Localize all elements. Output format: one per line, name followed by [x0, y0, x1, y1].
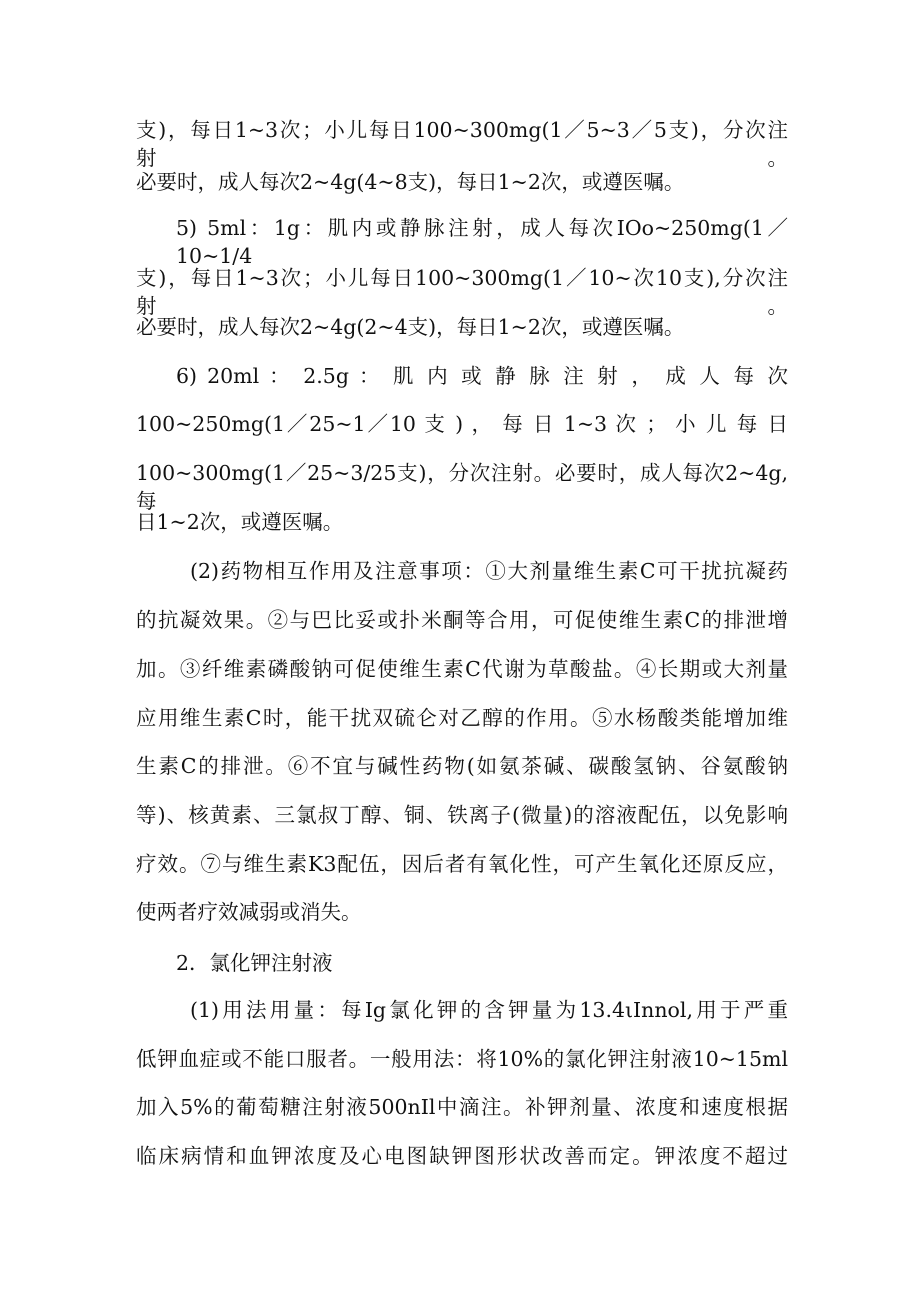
text-line: 低钾血症或不能口服者。一般用法：将10%的氯化钾注射液10~15ml — [136, 1047, 788, 1071]
text-line: 应用维生素C时，能干扰双硫仑对乙醇的作用。⑤水杨酸类能增加维 — [136, 706, 788, 730]
text-line: 临床病情和血钾浓度及心电图缺钾图形状改善而定。钾浓度不超过 — [136, 1144, 788, 1168]
text-line: 生素C的排泄。⑥不宜与碱性药物(如氨茶碱、碳酸氢钠、谷氨酸钠 — [136, 754, 788, 778]
text-line: (1)用法用量：每Ig氯化钾的含钾量为13.4ιInnol,用于严重 — [190, 998, 788, 1022]
text-line: (2)药物相互作用及注意事项：①大剂量维生素C可干扰抗凝药 — [190, 559, 788, 583]
text-line: 使两者疗效减弱或消失。 — [136, 900, 362, 924]
text-line: 必要时，成人每次2~4g(4~8支)，每日1~2次，或遵医嘱。 — [136, 170, 685, 194]
text-line: 6) 20ml ： 2.5g ： 肌 内 或 静 脉 注 射 ， 成 人 每 次 — [176, 364, 788, 388]
text-line: 等)、核黄素、三氯叔丁醇、铜、铁离子(微量)的溶液配伍，以免影响 — [136, 803, 788, 827]
text-line: 支)，每日1~3次；小儿每日100~300mg(1／10~次10支),分次注射。 — [136, 266, 788, 318]
text-line: 5) 5ml：1g：肌内或静脉注射，成人每次IOo~250mg(1／10~1/4 — [176, 216, 788, 268]
section-heading: 2．氯化钾注射液 — [176, 951, 333, 975]
text-line: 必要时，成人每次2~4g(2~4支)，每日1~2次，或遵医嘱。 — [136, 315, 685, 339]
text-line: 支)，每日1~3次；小儿每日100~300mg(1／5~3／5支)，分次注射。 — [136, 118, 788, 170]
text-line: 的抗凝效果。②与巴比妥或扑米酮等合用，可促使维生素C的排泄增 — [136, 608, 788, 632]
text-line: 加。③纤维素磷酸钠可促使维生素C代谢为草酸盐。④长期或大剂量 — [136, 657, 788, 681]
text-line: 加入5%的葡萄糖注射液500nIl中滴注。补钾剂量、浓度和速度根据 — [136, 1095, 788, 1119]
text-line: 日1~2次，或遵医嘱。 — [136, 510, 344, 534]
text-line: 100~250mg(1／25~1／10 支 ) ， 每 日 1~3 次 ； 小 儿 每 日 — [136, 412, 788, 436]
text-line: 疗效。⑦与维生素K3配伍，因后者有氧化性，可产生氧化还原反应， — [136, 852, 788, 876]
text-line: 100~300mg(1／25~3/25支)，分次注射。必要时，成人每次2~4g,每 — [136, 461, 788, 513]
